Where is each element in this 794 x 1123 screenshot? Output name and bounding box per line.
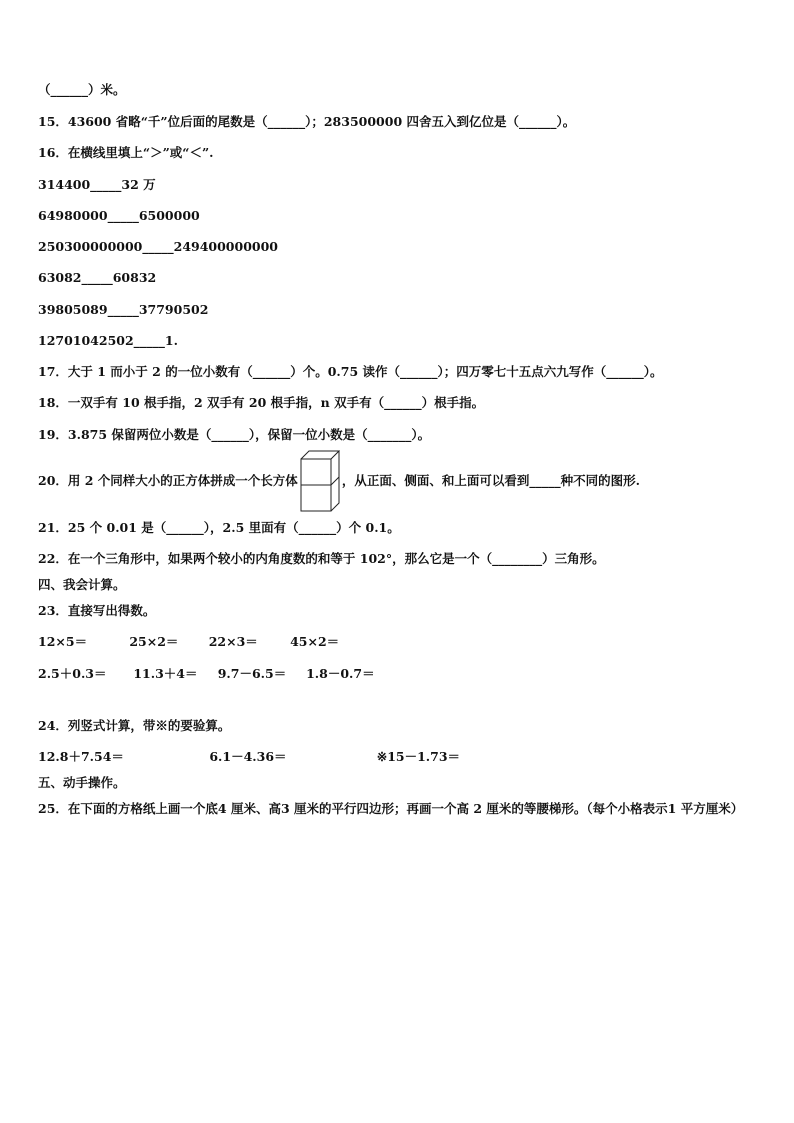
q16-item-b: 64980000_____6500000 [38,208,200,223]
q23-r2-item: 9.7－6.5＝ [217,666,287,681]
q23-r1-item: 12×5＝ [38,634,88,649]
q23-r1-item: 25×2＝ [129,634,179,649]
q20-text-b: ，从正面、侧面、和上面可以看到_____种不同的图形. [341,473,640,488]
question-17: 17．大于 1 而小于 2 的一位小数有（______）个。0.75 读作（______）；四万零七十五点六九写作（______）。 [38,364,663,379]
q23-r2-item: 2.5＋0.3＝ [38,666,107,681]
q23-row-1 [38,634,339,650]
q24-item: ※15－1.73＝ [376,749,461,764]
question-18: 18．一双手有 10 根手指，2 双手有 20 根手指，n 双手有（______）根手指。 [38,395,485,410]
q24-item: 12.8＋7.54＝ [38,749,124,764]
q20-text-a: 20．用 2 个同样大小的正方体拼成一个长方体 [38,473,298,488]
q16-item-f: 12701042502_____1. [38,333,178,348]
section-4-heading: 四、我会计算。 [38,577,126,592]
q23-r1-item: 45×2＝ [290,634,340,649]
q23-r1-item: 22×3＝ [208,634,258,649]
q23-r2-item: 11.3＋4＝ [133,666,198,681]
question-20 [38,450,640,512]
q14-tail: （______）米。 [38,82,126,97]
q24-item: 6.1－4.36＝ [209,749,287,764]
q16-item-a: 314400_____32 万 [38,177,156,192]
question-19: 19．3.875 保留两位小数是（______），保留一位小数是（_______）。 [38,427,431,442]
question-22: 22．在一个三角形中，如果两个较小的内角度数的和等于 102°，那么它是一个（________）三角形。 [38,551,605,566]
question-16: 16．在横线里填上“＞”或“＜”. [38,145,214,160]
question-21: 21．25 个 0.01 是（______），2.5 里面有（______）个 0.1。 [38,520,400,535]
q16-item-d: 63082_____60832 [38,270,157,285]
q16-item-e: 39805089_____37790502 [38,302,209,317]
question-24: 24．列竖式计算，带※的要验算。 [38,718,231,733]
section-5-heading: 五、动手操作。 [38,775,126,790]
question-25: 25．在下面的方格纸上画一个底4 厘米、高3 厘米的平行四边形；再画一个高 2 厘米的等腰梯形。（每个小格表示1 平方厘米） [38,801,744,816]
q23-row-2 [38,666,375,682]
q23-r2-item: 1.8－0.7＝ [306,666,375,681]
q16-item-c: 250300000000_____249400000000 [38,239,278,254]
q24-row [38,749,460,765]
question-23: 23．直接写出得数。 [38,603,156,618]
question-15: 15．43600 省略“千”位后面的尾数是（______）；283500000 四舍五入到亿位是（______）。 [38,114,576,129]
cuboid-icon [300,450,340,512]
